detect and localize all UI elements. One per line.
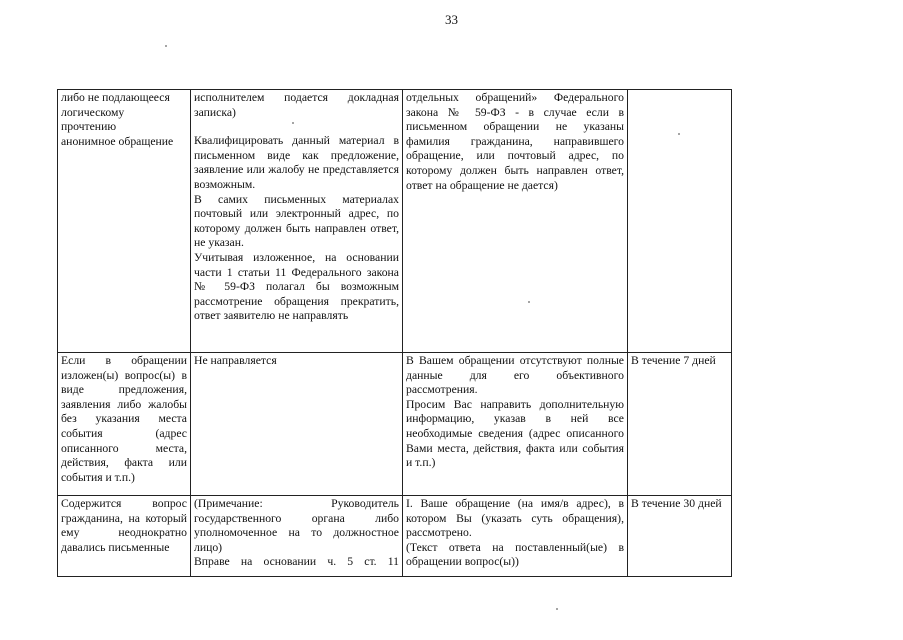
table-row	[58, 353, 732, 496]
cell-text: анонимное обращение	[61, 134, 174, 148]
cell-text: (Примечание: Руководитель государственного органа либо уполномоченное на то должностное лицо)	[194, 497, 399, 554]
cell-text: I. Ваше обращение (на имя/в адрес), в котором Вы (указать суть обращения), рассмотрено.	[406, 497, 624, 540]
cell-text: Вправе на основании ч. 5 ст. 11	[194, 555, 399, 569]
page-number: 33	[445, 12, 458, 27]
cell-text: исполнителем подается докладная записка)	[194, 91, 399, 119]
procedure-table	[57, 89, 732, 577]
scan-speck	[678, 133, 680, 135]
table-cell-action	[191, 353, 403, 496]
table-cell-deadline	[628, 353, 732, 496]
table-cell-response	[403, 496, 628, 577]
cell-text: логическому	[61, 105, 125, 119]
table-cell-response	[403, 90, 628, 353]
scan-speck	[528, 301, 530, 303]
table-cell-deadline	[628, 496, 732, 577]
table-cell-action	[191, 90, 403, 353]
scan-speck	[556, 608, 558, 610]
cell-text: прочтению	[61, 120, 117, 134]
table-cell-condition	[58, 90, 191, 353]
scan-speck	[165, 45, 167, 47]
cell-text: Содержится вопрос гражданина, на который ему неоднократно давались письменные	[61, 497, 187, 554]
cell-text: Не направляется	[194, 354, 277, 367]
cell-text: Если в обращении изложен(ы) вопрос(ы) в виде предложения, заявления либо жалобы без указания места события (адрес описанного места, действия, факта или события и т.п.)	[61, 354, 187, 484]
table-cell-action	[191, 496, 403, 577]
table-cell-condition	[58, 496, 191, 577]
table-row	[58, 496, 732, 577]
scan-speck	[292, 122, 294, 124]
cell-text: В самих письменных материалах почтовый или электронный адрес, по которому должен быть направлен ответ, не указан.	[194, 192, 399, 250]
cell-text: Квалифицировать данный материал в письменном виде как предложение, заявление или жалобу не представляется возможным.	[194, 134, 399, 191]
table-cell-deadline	[628, 90, 732, 353]
cell-text: либо не подлающееся	[61, 91, 170, 104]
cell-text: В течение 30 дней	[631, 497, 722, 510]
cell-text: Просим Вас направить дополнительную информацию, указав в ней все необходимые сведения (адрес описанного Вами места, действия, факта или события и т.п.)	[406, 397, 624, 470]
cell-text: В Вашем обращении отсутствуют полные данные для его объективного рассмотрения.	[406, 354, 624, 397]
cell-text: В течение 7 дней	[631, 354, 716, 367]
cell-text: (Текст ответа на поставленный(ые) в обращении вопрос(ы))	[406, 540, 624, 569]
cell-text: отдельных обращений» Федерального закона № 59-ФЗ - в случае если в письменном обращении не указаны фамилия гражданина, направившего обращение, или почтовый адрес, по которому должен быть направлен ответ, ответ на обращение не дается)	[406, 91, 624, 192]
table-cell-response	[403, 353, 628, 496]
table-row	[58, 90, 732, 353]
cell-text: Учитывая изложенное, на основании части 1 статьи 11 Федерального закона № 59-ФЗ полагал бы возможным рассмотрение обращения прекратить, ответ заявителю не направлять	[194, 250, 399, 323]
table-cell-condition	[58, 353, 191, 496]
